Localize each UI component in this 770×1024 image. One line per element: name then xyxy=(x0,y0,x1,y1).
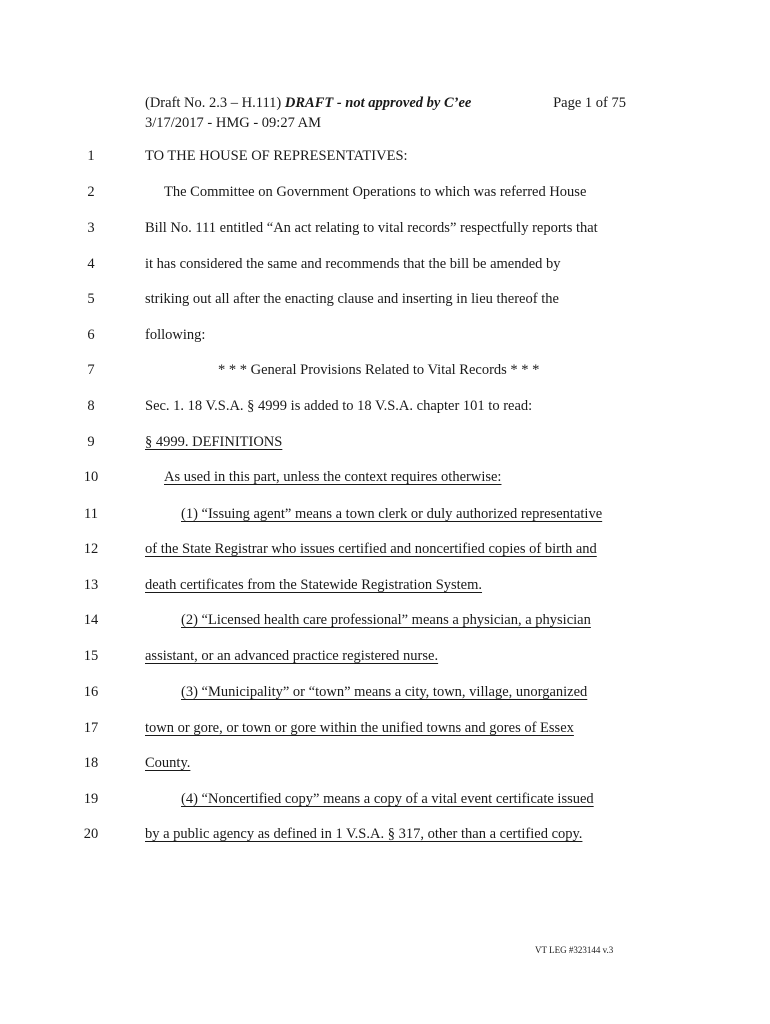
line-17 xyxy=(0,717,770,739)
line-text: following: xyxy=(145,327,206,343)
line-9 xyxy=(0,431,770,453)
inserted-text: town or gore, or town or gore within the unified towns and gores of Essex xyxy=(145,720,574,736)
page-number: Page 1 of 75 xyxy=(553,95,626,111)
line-text: Sec. 1. 18 V.S.A. § 4999 is added to 18 V.S.A. chapter 101 to read: xyxy=(145,398,533,414)
page-header xyxy=(145,93,630,133)
line-15 xyxy=(0,645,770,667)
line-text: TO THE HOUSE OF REPRESENTATIVES: xyxy=(145,148,408,164)
inserted-text: death certificates from the Statewide Registration System. xyxy=(145,577,483,593)
line-number: 10 xyxy=(83,469,99,485)
line-number: 8 xyxy=(87,398,95,414)
inserted-text: (3) “Municipality” or “town” means a city, town, village, unorganized xyxy=(181,684,588,700)
line-number: 12 xyxy=(83,541,99,557)
line-number: 1 xyxy=(87,148,95,164)
line-number: 13 xyxy=(83,577,99,593)
line-16 xyxy=(0,681,770,703)
line-6 xyxy=(0,324,770,346)
line-number: 4 xyxy=(87,256,95,272)
line-18 xyxy=(0,752,770,774)
line-number: 5 xyxy=(87,291,95,307)
inserted-text: (2) “Licensed health care professional” means a physician, a physician xyxy=(181,612,591,628)
line-number: 2 xyxy=(87,184,95,200)
document-footer-id: VT LEG #323144 v.3 xyxy=(535,945,614,955)
inserted-text: of the State Registrar who issues certified and noncertified copies of birth and xyxy=(145,541,597,557)
line-3 xyxy=(0,217,770,239)
line-number: 9 xyxy=(87,434,95,450)
line-7 xyxy=(0,359,770,381)
inserted-text: As used in this part, unless the context requires otherwise: xyxy=(164,469,502,485)
line-number: 7 xyxy=(87,362,95,378)
line-14 xyxy=(0,609,770,631)
line-number: 16 xyxy=(83,684,99,700)
inserted-text: County. xyxy=(145,755,191,771)
line-4 xyxy=(0,253,770,275)
draft-prefix: (Draft No. 2.3 – H.111) xyxy=(145,95,285,111)
inserted-text: assistant, or an advanced practice registered nurse. xyxy=(145,648,439,664)
line-number: 19 xyxy=(83,791,99,807)
inserted-text: (1) “Issuing agent” means a town clerk or duly authorized representative xyxy=(181,506,603,522)
line-text: striking out all after the enacting clause and inserting in lieu thereof the xyxy=(145,291,559,307)
line-10 xyxy=(0,466,770,488)
line-1 xyxy=(0,145,770,167)
line-number: 11 xyxy=(84,506,98,522)
inserted-text: (4) “Noncertified copy” means a copy of a vital event certificate issued xyxy=(181,791,594,807)
section-heading: * * * General Provisions Related to Vital Records * * * xyxy=(218,362,540,378)
header-date-line: 3/17/2017 - HMG - 09:27 AM xyxy=(145,115,322,131)
line-8 xyxy=(0,395,770,417)
line-19 xyxy=(0,788,770,810)
line-20 xyxy=(0,823,770,845)
draft-title xyxy=(145,93,471,113)
line-12 xyxy=(0,538,770,560)
line-2 xyxy=(0,181,770,203)
line-number: 6 xyxy=(87,327,95,343)
line-number: 14 xyxy=(83,612,99,628)
line-5 xyxy=(0,288,770,310)
inserted-text: § 4999. DEFINITIONS xyxy=(145,434,283,450)
line-text: Bill No. 111 entitled “An act relating to vital records” respectfully reports that xyxy=(145,220,598,236)
draft-status-flag: DRAFT - not approved by C’ee xyxy=(284,95,472,111)
line-text: The Committee on Government Operations to which was referred House xyxy=(164,184,587,200)
line-number: 17 xyxy=(83,720,99,736)
line-number: 18 xyxy=(83,755,99,771)
line-13 xyxy=(0,574,770,596)
line-number: 20 xyxy=(83,826,99,842)
line-number: 15 xyxy=(83,648,99,664)
line-11 xyxy=(0,503,770,525)
line-number: 3 xyxy=(87,220,95,236)
inserted-text: by a public agency as defined in 1 V.S.A. § 317, other than a certified copy. xyxy=(145,826,583,842)
line-text: it has considered the same and recommends that the bill be amended by xyxy=(145,256,561,272)
